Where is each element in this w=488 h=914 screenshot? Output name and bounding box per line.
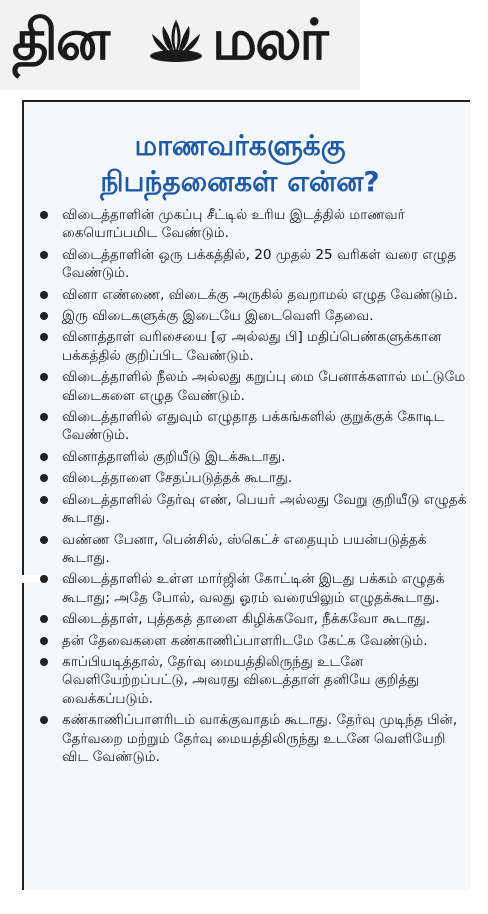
bullet-icon xyxy=(40,615,48,623)
title-line-2: நிபந்தனைகள் என்ன? xyxy=(100,165,380,198)
card-border-gap xyxy=(0,575,40,583)
list-item: விடைத்தாளின் முகப்பு சீட்டில் உரிய இடத்தில் மாணவர் கையொப்பமிட வேண்டும். xyxy=(38,206,468,243)
list-item: தன் தேவைகளை கண்காணிப்பாளரிடமே கேட்க வேண்டும். xyxy=(38,632,468,650)
masthead xyxy=(0,0,360,90)
bullet-icon xyxy=(40,413,48,421)
list-item: விடைத்தாளில் எதுவும் எழுதாத பக்கங்களில் குறுக்குக் கோடிட வேண்டும். xyxy=(38,408,468,445)
article-title xyxy=(40,128,440,200)
bullet-icon xyxy=(40,637,48,645)
bullet-icon xyxy=(40,575,48,583)
bullet-icon xyxy=(40,312,48,320)
bullet-icon xyxy=(40,453,48,461)
list-item: விடைத்தாளில் உள்ள மார்ஜின் கோட்டின் இடது பக்கம் எழுதக் கூடாது; அதே போல், வலது ஓரம் வரையிலும் எழுதக்கூடாது. xyxy=(38,570,468,607)
list-item: காப்பியடித்தால், தேர்வு மையத்திலிருந்து உடனே வெளியேற்றப்பட்டு, அவரது விடைத்தாள் தனியே குறித்து வைக்கப்படும். xyxy=(38,653,468,708)
bullet-icon xyxy=(40,211,48,219)
masthead-word-2: மலர் xyxy=(212,8,327,73)
bullet-icon xyxy=(40,658,48,666)
bullet-icon xyxy=(40,373,48,381)
list-item: இரு விடைகளுக்கு இடையே இடைவெளி தேவை. xyxy=(38,307,468,325)
list-item: விடைத்தாளை சேதப்படுத்தக் கூடாது. xyxy=(38,469,468,487)
list-item: விடைத்தாளின் ஒரு பக்கத்தில், 20 முதல் 25 வரிகள் வரை எழுத வேண்டும். xyxy=(38,246,468,283)
list-item: வினாத்தாள் வரிசையை [ஏ அல்லது பி] மதிப்பெண்களுக்கான பக்கத்தில் குறிப்பிட வேண்டும். xyxy=(38,328,468,365)
list-item: விடைத்தாள், புத்தகத் தாளை கிழிக்கவோ, நீக்கவோ கூடாது. xyxy=(38,610,468,628)
masthead-word-1: தின xyxy=(12,8,109,73)
bullet-icon xyxy=(40,474,48,482)
title-line-1: மாணவர்களுக்கு xyxy=(134,129,346,162)
list-item: வண்ண பேனா, பென்சில், ஸ்கெட்ச் எதையும் பயன்படுத்தக் கூடாது. xyxy=(38,531,468,568)
list-item: வினாத்தாளில் குறியீடு இடக்கூடாது. xyxy=(38,448,468,466)
bullet-icon xyxy=(40,251,48,259)
bullet-icon xyxy=(40,496,48,504)
bullet-icon xyxy=(40,333,48,341)
bullet-icon xyxy=(40,291,48,299)
lotus-logo-icon xyxy=(145,14,207,70)
list-item: விடைத்தாளில் தேர்வு எண், பெயர் அல்லது வேறு குறியீடு எழுதக் கூடாது. xyxy=(38,491,468,528)
list-item: விடைத்தாளில் நீலம் அல்லது கறுப்பு மை பேனாக்களால் மட்டுமே விடைகளை எழுத வேண்டும். xyxy=(38,368,468,405)
bullet-icon xyxy=(40,716,48,724)
bullet-icon xyxy=(40,536,48,544)
list-item: கண்காணிப்பாளரிடம் வாக்குவாதம் கூடாது. தேர்வு முடிந்த பின், தேர்வறை மற்றும் தேர்வு மையத்திலிருந்து உடனே வெளியேறி விட வேண்டும். xyxy=(38,711,468,766)
list-item: வினா எண்ணை, விடைக்கு அருகில் தவறாமல் எழுத வேண்டும். xyxy=(38,286,468,304)
rules-list xyxy=(38,206,468,769)
